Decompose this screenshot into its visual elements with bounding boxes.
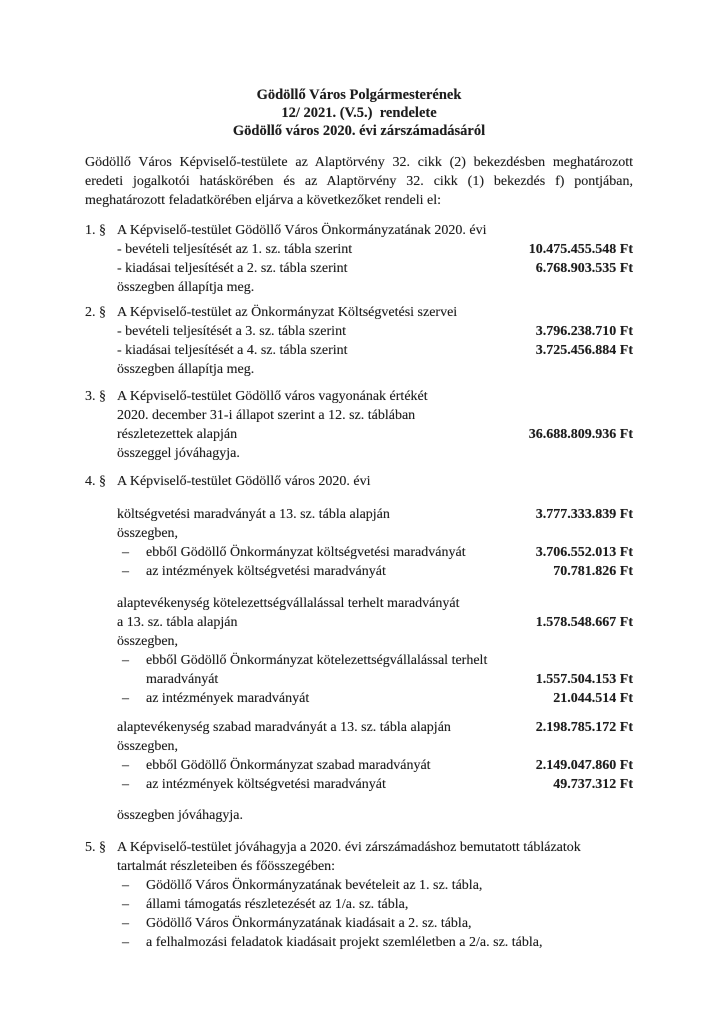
- doc-title-line-3: Gödöllő város 2020. évi zárszámadásáról: [232, 123, 486, 139]
- item-amount: 3.777.333.839 Ft: [535, 507, 633, 522]
- item-text: - kiadásai teljesítését a 4. sz. tábla szerint: [117, 343, 348, 358]
- item-text: összegben,: [117, 526, 179, 541]
- amount-row: [117, 718, 633, 737]
- doc-title-line-2: 12/ 2021. (V.5.) rendelete: [281, 105, 437, 121]
- section-closing: összegben állapítja meg.: [117, 362, 255, 377]
- item-amount: 3.706.552.013 Ft: [535, 545, 633, 560]
- committed-residual-block: [117, 594, 633, 708]
- item-text: alaptevékenység szabad maradványát a 13. sz. tábla alapján: [117, 720, 451, 735]
- amount-row: [117, 322, 633, 341]
- item-amount: 2.198.785.172 Ft: [535, 720, 633, 735]
- item-text: - bevételi teljesítését a 3. sz. tábla szerint: [117, 324, 346, 339]
- bullet-text: az intézmények költségvetési maradványát: [146, 564, 386, 579]
- bullet-text: állami támogatás részletezését az 1/a. sz. tábla,: [146, 897, 409, 912]
- section-lead: tartalmát részleteiben és főösszegében:: [117, 859, 336, 874]
- section-closing: összegben állapítja meg.: [117, 280, 255, 295]
- section-number: 2. §: [85, 305, 106, 320]
- bullet-text: az intézmények maradványát: [146, 691, 310, 706]
- section-number: 5. §: [85, 840, 106, 855]
- item-amount: 2.149.047.860 Ft: [535, 758, 633, 773]
- section-body: [117, 387, 633, 463]
- item-amount: 1.557.504.153 Ft: [535, 672, 633, 687]
- item-text: összegben,: [117, 634, 179, 649]
- section-1: [85, 221, 633, 297]
- amount-row: [117, 240, 633, 259]
- doc-title: [85, 86, 633, 140]
- bullet-dash: –: [122, 545, 129, 560]
- bullet-text: az intézmények költségvetési maradványát: [146, 777, 386, 792]
- free-residual-block: [117, 718, 633, 794]
- bullet-text: Gödöllő Város Önkormányzatának kiadásait a 2. sz. tábla,: [146, 916, 472, 931]
- item-amount: 36.688.809.936 Ft: [528, 427, 633, 442]
- bullet-dash: –: [122, 758, 129, 773]
- item-text: részletezettek alapján: [117, 427, 238, 442]
- bullet-dash: –: [122, 916, 129, 931]
- bullet-dash: –: [122, 935, 129, 950]
- item-amount: 3.796.238.710 Ft: [535, 324, 633, 339]
- bullet-text: ebből Gödöllő Önkormányzat szabad maradványát: [146, 758, 431, 773]
- item-amount: 70.781.826 Ft: [553, 564, 633, 579]
- section-body: [117, 303, 633, 379]
- amount-row: [117, 505, 633, 524]
- bullet-text: a felhalmozási feladatok kiadásait projekt szemléletben a 2/a. sz. tábla,: [146, 935, 543, 950]
- preamble-line: meghatározott feladatkörében eljárva a következőket rendeli el:: [85, 193, 442, 208]
- bullet-row: [117, 914, 633, 933]
- item-amount: 10.475.455.548 Ft: [528, 242, 633, 257]
- section-body: [117, 472, 633, 825]
- section-body: [117, 221, 633, 297]
- bullet-amount-row: [117, 562, 633, 581]
- item-text: - kiadásai teljesítését a 2. sz. tábla szerint: [117, 261, 348, 276]
- bullet-row: [117, 876, 633, 895]
- section-number: 4. §: [85, 474, 106, 489]
- bullet-row: [117, 933, 633, 952]
- section-body: [117, 838, 633, 952]
- section-lead: A Képviselő-testület Gödöllő Város Önkormányzatának 2020. évi: [117, 223, 487, 238]
- item-text: alaptevékenység kötelezettségvállalással terhelt maradványát: [117, 596, 460, 611]
- item-amount: 3.725.456.884 Ft: [535, 343, 633, 358]
- item-amount: 21.044.514 Ft: [553, 691, 633, 706]
- item-amount: 49.737.312 Ft: [553, 777, 633, 792]
- bullet-text: ebből Gödöllő Önkormányzat kötelezettségvállalással terhelt: [146, 653, 488, 668]
- section-lead: A Képviselő-testület Gödöllő város 2020. évi: [117, 474, 371, 489]
- bullet-row: [117, 895, 633, 914]
- section-number: 3. §: [85, 389, 106, 404]
- section-closing: összegben jóváhagyja.: [117, 808, 243, 823]
- bullet-text: ebből Gödöllő Önkormányzat költségvetési maradványát: [146, 545, 466, 560]
- item-text: összegben,: [117, 739, 179, 754]
- section-5: [85, 838, 633, 952]
- bullet-dash: –: [122, 691, 129, 706]
- item-amount: 1.578.548.667 Ft: [535, 615, 633, 630]
- amount-row: [117, 425, 633, 444]
- bullet-text: maradványát: [146, 672, 219, 687]
- section-3: [85, 387, 633, 463]
- preamble: [85, 153, 633, 210]
- section-2: [85, 303, 633, 379]
- bullet-amount-row: [117, 756, 633, 775]
- section-closing: összeggel jóváhagyja.: [117, 446, 240, 461]
- amount-row: [117, 341, 633, 360]
- preamble-line: eredeti jogalkotói hatáskörében és az Alaptörvény 32. cikk (1) bekezdés f) pontjában,: [85, 174, 633, 189]
- bullet-dash: –: [122, 564, 129, 579]
- section-lead: A Képviselő-testület jóváhagyja a 2020. évi zárszámadáshoz bemutatott táblázatok: [117, 840, 581, 855]
- item-text: költségvetési maradványát a 13. sz. tábla alapján: [117, 507, 390, 522]
- preamble-line: Gödöllő Város Képviselő-testülete az Alaptörvény 32. cikk (2) bekezdésben meghatározott: [85, 155, 633, 170]
- amount-row: [117, 613, 633, 632]
- section-lead: A Képviselő-testület az Önkormányzat Költségvetési szervei: [117, 305, 458, 320]
- item-text: - bevételi teljesítését az 1. sz. tábla szerint: [117, 242, 353, 257]
- item-text: a 13. sz. tábla alapján: [117, 615, 238, 630]
- section-number: 1. §: [85, 223, 106, 238]
- budget-residual-block: [117, 505, 633, 581]
- bullet-dash: –: [122, 653, 129, 668]
- bullet-amount-row: [117, 543, 633, 562]
- section-text-line: A Képviselő-testület Gödöllő város vagyonának értékét: [117, 389, 428, 404]
- bullet-dash: –: [122, 777, 129, 792]
- bullet-row: [117, 651, 633, 670]
- item-amount: 6.768.903.535 Ft: [535, 261, 633, 276]
- section-4: [85, 472, 633, 825]
- bullet-amount-row: [117, 689, 633, 708]
- amount-row: [117, 259, 633, 278]
- bullet-dash: –: [122, 897, 129, 912]
- bullet-dash: –: [122, 878, 129, 893]
- doc-title-line-1: Gödöllő Város Polgármesterének: [256, 87, 462, 103]
- bullet-amount-row: [117, 670, 633, 689]
- bullet-text: Gödöllő Város Önkormányzatának bevételeit az 1. sz. tábla,: [146, 878, 483, 893]
- section-text-line: 2020. december 31-i állapot szerint a 12. sz. táblában: [117, 408, 416, 423]
- bullet-amount-row: [117, 775, 633, 794]
